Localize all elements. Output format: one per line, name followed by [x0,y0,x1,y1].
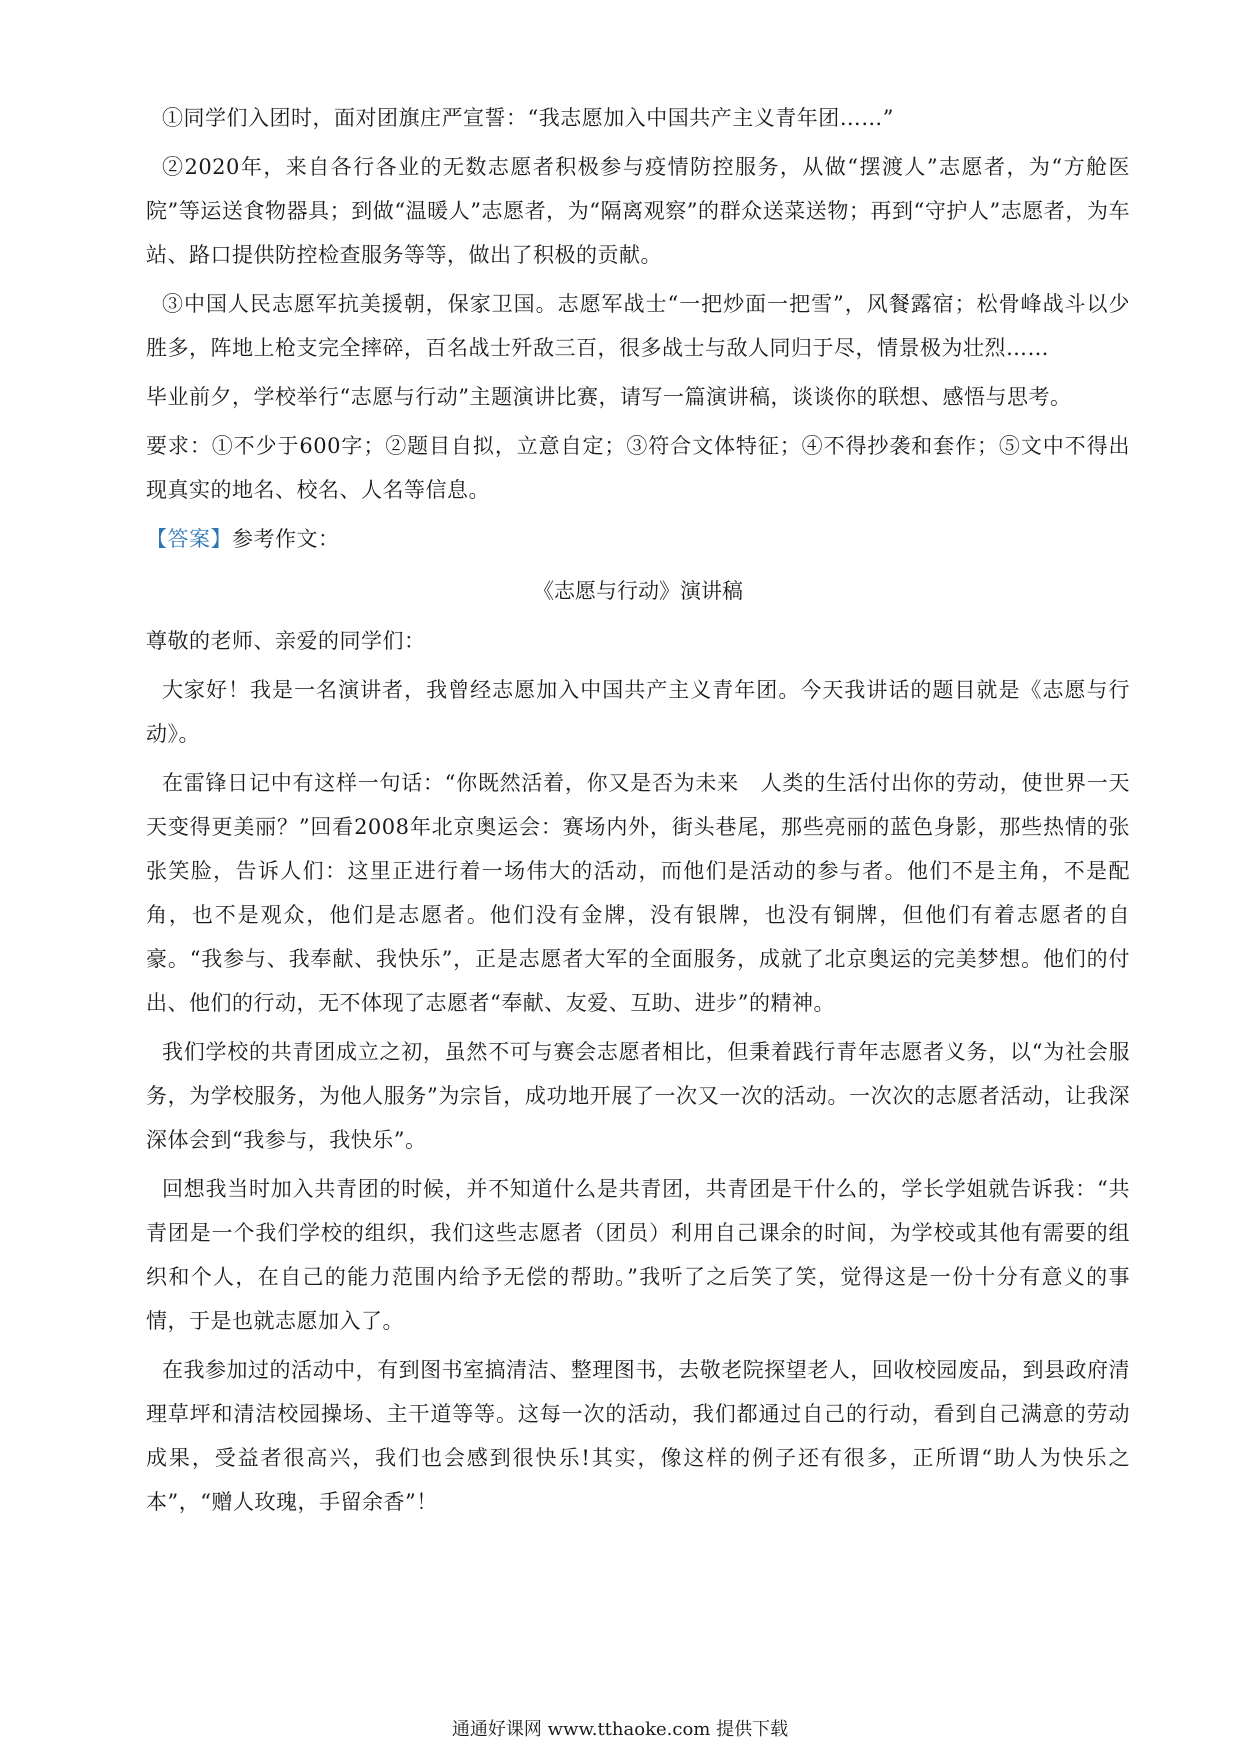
document-body [146,96,1130,1529]
answer-label: 参考作文： [232,527,340,551]
essay-title: 《志愿与行动》演讲稿 [533,579,743,603]
answer-line [146,517,1130,561]
essay-paragraph: 在雷锋日记中有这样一句话：“你既然活着，你又是否为未来 人类的生活付出你的劳动，使世界一天天变得更美丽？”回看2008年北京奥运会：赛场内外，街头巷尾，那些亮丽的蓝色身影，那些热情的张张笑脸，告诉人们：这里正进行着一场伟大的活动，而他们是活动的参与者。他们不是主角，不是配角，也不是观众，他们是志愿者。他们没有金牌，没有银牌，也没有铜牌，但他们有着志愿者的自豪。“我参与、我奉献、我快乐”，正是志愿者大军的全面服务，成就了北京奥运的完美梦想。他们的付出、他们的行动，无不体现了志愿者“奉献、友爱、互助、进步”的精神。 [146,771,1130,1015]
essay-paragraph: 回想我当时加入共青团的时候，并不知道什么是共青团，共青团是干什么的，学长学姐就告诉我：“共青团是一个我们学校的组织，我们这些志愿者（团员）利用自己课余的时间，为学校或其他有需要的组织和个人，在自己的能力范围内给予无偿的帮助。”我听了之后笑了笑，觉得这是一份十分有意义的事情，于是也就志愿加入了。 [146,1177,1130,1333]
essay-salutation: 尊敬的老师、亲爱的同学们： [146,629,426,653]
writing-prompt: 毕业前夕，学校举行“志愿与行动”主题演讲比赛，请写一篇演讲稿，谈谈你的联想、感悟与思考。 [146,385,1072,409]
essay-paragraph: 在我参加过的活动中，有到图书室搞清洁、整理图书，去敬老院探望老人，回收校园废品，到县政府清理草坪和清洁校园操场、主干道等等。这每一次的活动，我们都通过自己的行动，看到自己满意的劳动成果，受益者很高兴，我们也会感到很快乐!其实，像这样的例子还有很多，正所谓“助人为快乐之本”，“赠人玫瑰，手留余香”！ [146,1358,1130,1514]
intro-item-1: ①同学们入团时，面对团旗庄严宣誓：“我志愿加入中国共产主义青年团……” [162,106,894,130]
intro-item-3: ③中国人民志愿军抗美援朝，保家卫国。志愿军战士“一把炒面一把雪”，风餐露宿；松骨峰战斗以少胜多，阵地上枪支完全摔碎，百名战士歼敌三百，很多战士与敌人同归于尽，情景极为壮烈…… [146,292,1130,360]
essay-paragraph: 我们学校的共青团成立之初，虽然不可与赛会志愿者相比，但秉着践行青年志愿者义务，以“为社会服务，为学校服务，为他人服务”为宗旨，成功地开展了一次又一次的活动。一次次的志愿者活动，让我深深体会到“我参与，我快乐”。 [146,1040,1130,1152]
intro-item-2: ②2020年，来自各行各业的无数志愿者积极参与疫情防控服务，从做“摆渡人”志愿者，为“方舱医院”等运送食物器具；到做“温暖人”志愿者，为“隔离观察”的群众送菜送物；再到“守护人”志愿者，为车站、路口提供防控检查服务等等，做出了积极的贡献。 [146,155,1130,267]
essay-paragraph: 大家好！我是一名演讲者，我曾经志愿加入中国共产主义青年团。今天我讲话的题目就是《志愿与行动》。 [146,678,1130,746]
page-footer: 通通好课网 www.tthaoke.com 提供下载 [451,1719,789,1740]
answer-tag: 【答案】 [146,527,232,551]
writing-requirements: 要求：①不少于600字；②题目自拟，立意自定；③符合文体特征；④不得抄袭和套作；⑤文中不得出现真实的地名、校名、人名等信息。 [146,434,1130,502]
